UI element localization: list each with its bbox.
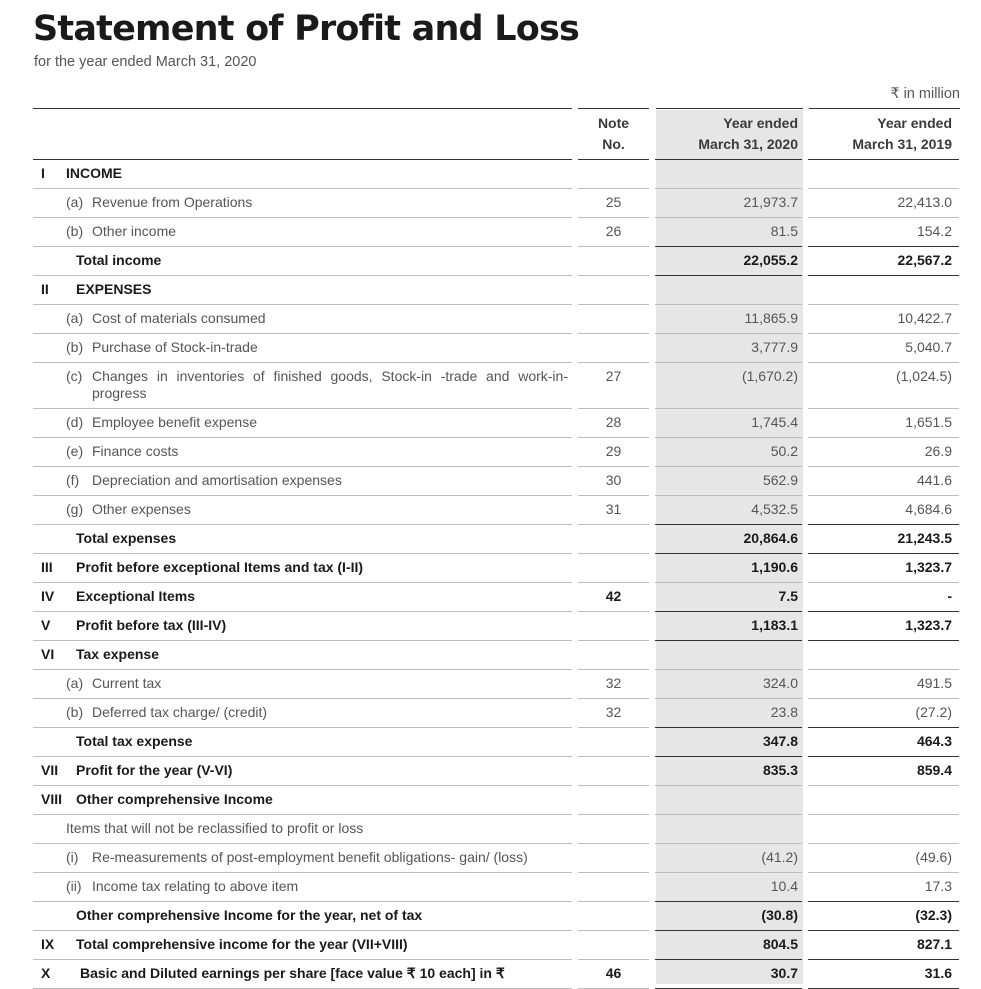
row-current-year: (1,670.2)	[655, 363, 802, 409]
row-previous-year: 441.6	[808, 467, 959, 496]
item-letter: (f)	[66, 472, 80, 488]
row-label-text: Profit before tax (III-IV)	[76, 617, 227, 633]
row-label-text: Current tax	[92, 675, 162, 691]
row-current-year: 3,777.9	[655, 334, 802, 363]
row-current-year: 81.5	[655, 218, 802, 247]
row-current-year: 347.8	[655, 728, 802, 757]
row-note: 32	[578, 670, 649, 699]
table-row	[33, 728, 959, 757]
row-current-year: (30.8)	[655, 902, 802, 931]
row-label	[33, 467, 572, 496]
item-letter: (c)	[66, 368, 83, 384]
row-label	[33, 525, 572, 554]
roman-numeral: X	[41, 965, 51, 981]
row-label-text: Tax expense	[76, 646, 160, 662]
row-label	[33, 554, 572, 583]
table-row	[33, 247, 959, 276]
row-note	[578, 525, 649, 554]
table-row	[33, 554, 959, 583]
table-row	[33, 334, 959, 363]
row-label-text: INCOME	[66, 165, 122, 181]
row-previous-year: 464.3	[808, 728, 959, 757]
row-current-year: 11,865.9	[655, 305, 802, 334]
row-note	[578, 641, 649, 670]
item-letter: (g)	[66, 501, 84, 517]
row-note	[578, 247, 649, 276]
row-previous-year	[808, 641, 959, 670]
row-current-year: 324.0	[655, 670, 802, 699]
row-previous-year: 26.9	[808, 438, 959, 467]
row-label-text: Changes in inventories of finished goods, Stock-in -trade and work-in-progress	[92, 368, 568, 401]
row-current-year	[655, 641, 802, 670]
row-label-text: Items that will not be reclassified to profit or loss	[66, 820, 364, 836]
row-current-year	[655, 276, 802, 305]
row-label-text: Purchase of Stock-in-trade	[92, 339, 258, 355]
row-current-year	[655, 786, 802, 815]
item-letter: (b)	[66, 704, 84, 720]
row-note	[578, 902, 649, 931]
row-current-year: 804.5	[655, 931, 802, 960]
row-label-text: Profit for the year (V-VI)	[76, 762, 233, 778]
row-current-year: 20,864.6	[655, 525, 802, 554]
row-note	[578, 815, 649, 844]
row-label	[33, 873, 572, 902]
row-current-year: 562.9	[655, 467, 802, 496]
table-row	[33, 160, 959, 189]
row-label	[33, 902, 572, 931]
row-label-text: Deferred tax charge/ (credit)	[92, 704, 268, 720]
row-previous-year: 4,684.6	[808, 496, 959, 525]
row-label	[33, 641, 572, 670]
row-note	[578, 305, 649, 334]
item-letter: (a)	[66, 194, 84, 210]
row-note	[578, 334, 649, 363]
roman-numeral: II	[41, 281, 49, 297]
row-note: 42	[578, 583, 649, 612]
unit-note: ₹ in million	[890, 86, 960, 102]
table-row	[33, 363, 959, 409]
row-label	[33, 276, 572, 305]
row-previous-year: 1,323.7	[808, 612, 959, 641]
page-title: Statement of Profit and Loss	[33, 9, 580, 49]
roman-numeral: VI	[41, 646, 55, 662]
row-label	[33, 363, 572, 409]
row-previous-year: 827.1	[808, 931, 959, 960]
table-row	[33, 960, 959, 989]
table-row	[33, 873, 959, 902]
row-previous-year: 31.6	[808, 960, 959, 989]
row-current-year: 22,055.2	[655, 247, 802, 276]
item-letter: (a)	[66, 310, 84, 326]
row-current-year: 50.2	[655, 438, 802, 467]
row-previous-year: (27.2)	[808, 699, 959, 728]
row-label	[33, 670, 572, 699]
row-previous-year: 5,040.7	[808, 334, 959, 363]
row-previous-year: 491.5	[808, 670, 959, 699]
row-note: 27	[578, 363, 649, 409]
row-label	[33, 583, 572, 612]
row-previous-year: 1,323.7	[808, 554, 959, 583]
row-note: 31	[578, 496, 649, 525]
row-label	[33, 218, 572, 247]
row-label	[33, 160, 572, 189]
row-label	[33, 960, 572, 989]
row-label	[33, 844, 572, 873]
row-label-text: Other comprehensive Income for the year, net of tax	[76, 907, 423, 923]
row-previous-year: 22,413.0	[808, 189, 959, 218]
table-row	[33, 670, 959, 699]
row-previous-year: 21,243.5	[808, 525, 959, 554]
header-current-year: Year ended March 31, 2020	[655, 109, 802, 160]
row-label	[33, 757, 572, 786]
item-letter: (ii)	[66, 878, 82, 894]
page-subtitle: for the year ended March 31, 2020	[34, 54, 257, 70]
table-row	[33, 815, 959, 844]
table-row	[33, 612, 959, 641]
row-label-text: Income tax relating to above item	[92, 878, 299, 894]
row-note: 26	[578, 218, 649, 247]
roman-numeral: IV	[41, 588, 55, 604]
row-previous-year: 859.4	[808, 757, 959, 786]
row-previous-year	[808, 160, 959, 189]
row-label	[33, 786, 572, 815]
row-current-year: 21,973.7	[655, 189, 802, 218]
table-row	[33, 305, 959, 334]
row-note	[578, 276, 649, 305]
item-letter: (b)	[66, 223, 84, 239]
row-current-year: 7.5	[655, 583, 802, 612]
row-label-text: Total income	[76, 252, 162, 268]
table-row	[33, 757, 959, 786]
row-label	[33, 409, 572, 438]
row-previous-year	[808, 276, 959, 305]
row-note	[578, 612, 649, 641]
roman-numeral: V	[41, 617, 51, 633]
item-letter: (a)	[66, 675, 84, 691]
row-current-year: 4,532.5	[655, 496, 802, 525]
row-previous-year: 22,567.2	[808, 247, 959, 276]
table-row	[33, 409, 959, 438]
row-note: 25	[578, 189, 649, 218]
row-label	[33, 496, 572, 525]
row-label-text: Other expenses	[92, 501, 191, 517]
row-current-year: 1,190.6	[655, 554, 802, 583]
roman-numeral: VIII	[41, 791, 63, 807]
row-previous-year: 17.3	[808, 873, 959, 902]
row-label-text: Depreciation and amortisation expenses	[92, 472, 342, 488]
header-note: Note No.	[578, 109, 649, 160]
row-previous-year	[808, 786, 959, 815]
item-letter: (i)	[66, 849, 79, 865]
row-note	[578, 728, 649, 757]
row-label-text: Revenue from Operations	[92, 194, 253, 210]
row-label-text: Total expenses	[76, 530, 177, 546]
table-row	[33, 467, 959, 496]
row-note: 30	[578, 467, 649, 496]
row-label	[33, 699, 572, 728]
row-current-year: 1,745.4	[655, 409, 802, 438]
row-note	[578, 786, 649, 815]
row-previous-year: -	[808, 583, 959, 612]
table-row	[33, 276, 959, 305]
row-label	[33, 612, 572, 641]
row-label	[33, 334, 572, 363]
row-current-year	[655, 815, 802, 844]
row-previous-year: 154.2	[808, 218, 959, 247]
table-row	[33, 641, 959, 670]
roman-numeral: IX	[41, 936, 55, 952]
row-note: 32	[578, 699, 649, 728]
row-label	[33, 189, 572, 218]
table-row	[33, 844, 959, 873]
row-label	[33, 247, 572, 276]
table-row	[33, 786, 959, 815]
row-label-text: Re-measurements of post-employment benefit obligations- gain/ (loss)	[92, 849, 528, 865]
row-note	[578, 873, 649, 902]
header-previous-year: Year ended March 31, 2019	[808, 109, 959, 160]
table-row	[33, 189, 959, 218]
row-label-text: Other income	[92, 223, 177, 239]
row-note: 28	[578, 409, 649, 438]
row-label-text: Basic and Diluted earnings per share [face value ₹ 10 each] in ₹	[80, 965, 505, 981]
row-note	[578, 160, 649, 189]
row-label-text: Total comprehensive income for the year (VII+VIII)	[76, 936, 408, 952]
roman-numeral: VII	[41, 762, 59, 778]
table-row	[33, 699, 959, 728]
item-letter: (d)	[66, 414, 84, 430]
row-current-year: 835.3	[655, 757, 802, 786]
row-label	[33, 931, 572, 960]
row-label-text: Profit before exceptional Items and tax (I-II)	[76, 559, 364, 575]
row-note	[578, 554, 649, 583]
item-letter: (b)	[66, 339, 84, 355]
row-label-text: Finance costs	[92, 443, 179, 459]
row-note	[578, 757, 649, 786]
profit-loss-table	[33, 109, 959, 989]
row-label-text: EXPENSES	[76, 281, 152, 297]
row-previous-year: 10,422.7	[808, 305, 959, 334]
row-label	[33, 815, 572, 844]
row-current-year: 1,183.1	[655, 612, 802, 641]
row-note	[578, 931, 649, 960]
item-letter: (e)	[66, 443, 84, 459]
row-current-year: 23.8	[655, 699, 802, 728]
row-label-text: Total tax expense	[76, 733, 193, 749]
row-label	[33, 728, 572, 757]
table-row	[33, 218, 959, 247]
table-row	[33, 931, 959, 960]
roman-numeral: I	[41, 165, 45, 181]
table-row	[33, 496, 959, 525]
row-label-text: Other comprehensive Income	[76, 791, 273, 807]
row-previous-year: (49.6)	[808, 844, 959, 873]
row-label-text: Cost of materials consumed	[92, 310, 266, 326]
row-note	[578, 844, 649, 873]
row-current-year: (41.2)	[655, 844, 802, 873]
table-row	[33, 438, 959, 467]
row-current-year	[655, 160, 802, 189]
table-row	[33, 583, 959, 612]
row-current-year: 10.4	[655, 873, 802, 902]
row-label-text: Exceptional Items	[76, 588, 196, 604]
row-label	[33, 438, 572, 467]
row-previous-year: (1,024.5)	[808, 363, 959, 409]
header-particulars	[33, 109, 572, 160]
roman-numeral: III	[41, 559, 53, 575]
table-row	[33, 902, 959, 931]
row-previous-year: (32.3)	[808, 902, 959, 931]
row-note: 46	[578, 960, 649, 989]
row-previous-year	[808, 815, 959, 844]
row-previous-year: 1,651.5	[808, 409, 959, 438]
row-current-year: 30.7	[655, 960, 802, 989]
table-header-row	[33, 109, 959, 160]
row-label-text: Employee benefit expense	[92, 414, 257, 430]
row-label	[33, 305, 572, 334]
table-row	[33, 525, 959, 554]
row-note: 29	[578, 438, 649, 467]
